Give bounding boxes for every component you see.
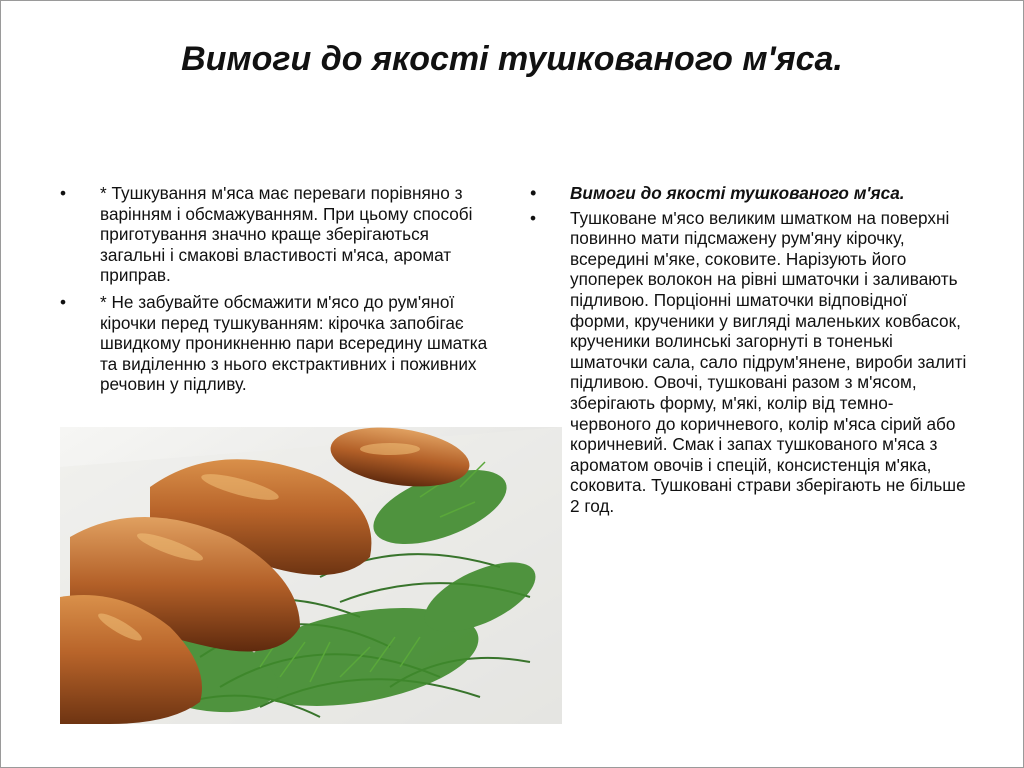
list-item-text: * Тушкування м'яса має переваги порівняно з варінням і обсмажуванням. При цьому способі приготування значно краще зберігаються загальні і смакові властивості м'яса, аромат приправ. [100, 183, 473, 286]
food-photo [60, 427, 562, 724]
right-body-text: Тушковане м'ясо великим шматком на поверхні повинно мати підсмажену рум'яну кірочку, всередині м'яке, соковите. Нарізують його упоперек волокон на рівні шматочки і заливають підливою. Порціонні шматочки відповідної форми, крученики у вигляді маленьких ковбасок, крученики волинські загорнуті в тоненькі шматочки сала, сало підрум'янене, вироби залиті підливою. Овочі, тушковані разом з м'ясом, зберігають форму, м'які, колір від темно-червоного до коричневого, колір м'яса сірий або коричневий. Смак і запах тушкованого м'яса з ароматом овочів і спецій, консистенція м'яка, соковита. Тушковані страви зберігають не більше 2 год. [570, 207, 967, 516]
list-item [530, 208, 970, 517]
list-item [60, 183, 490, 286]
list-item [60, 292, 490, 395]
right-bullet-list [530, 183, 970, 523]
right-heading: Вимоги до якості тушкованого м'яса. [570, 183, 905, 203]
list-item-heading [530, 183, 970, 204]
food-photo-icon [60, 427, 562, 724]
bullet-icon: • [60, 291, 67, 312]
bullet-icon: • [530, 207, 537, 228]
list-item-text: * Не забувайте обсмажити м'ясо до рум'яної кірочки перед тушкуванням: кірочка запобігає швидкому проникненню пари всередину шматка та виділенню з нього екстрактивних і поживних речовин у підливу. [100, 291, 488, 395]
left-bullet-list [60, 183, 490, 401]
bullet-icon: • [60, 183, 67, 203]
bullet-icon: • [530, 183, 537, 203]
slide-title: Вимоги до якості тушкованого м'яса. [181, 40, 843, 78]
